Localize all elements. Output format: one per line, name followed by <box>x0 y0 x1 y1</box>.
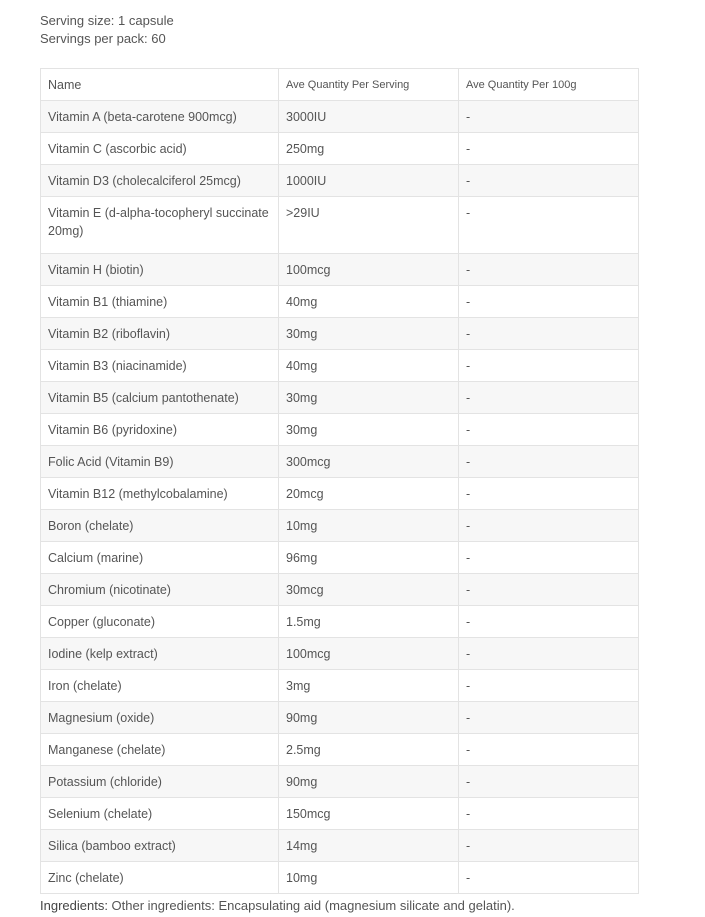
per-serving-cell: 90mg <box>279 702 459 734</box>
servings-per-pack: Servings per pack: 60 <box>40 31 166 46</box>
table-row <box>41 862 639 894</box>
table-row <box>41 350 639 382</box>
nutrient-name-cell: Vitamin C (ascorbic acid) <box>41 133 279 165</box>
nutrient-name-cell: Vitamin B6 (pyridoxine) <box>41 414 279 446</box>
table-row <box>41 766 639 798</box>
serving-size: Serving size: 1 capsule <box>40 13 174 28</box>
per-100g-cell: - <box>459 350 639 382</box>
column-header-per-100g: Ave Quantity Per 100g <box>459 69 639 101</box>
table-row <box>41 542 639 574</box>
table-row <box>41 254 639 286</box>
column-header-per-serving: Ave Quantity Per Serving <box>279 69 459 101</box>
table-row <box>41 670 639 702</box>
per-serving-cell: >29IU <box>279 197 459 254</box>
per-100g-cell: - <box>459 101 639 133</box>
per-serving-cell: 96mg <box>279 542 459 574</box>
column-header-name: Name <box>41 69 279 101</box>
ingredients-label: Ingredients: <box>40 898 108 913</box>
nutrition-table-body <box>41 101 639 894</box>
nutrient-name-cell: Boron (chelate) <box>41 510 279 542</box>
table-row <box>41 606 639 638</box>
nutrient-name-cell: Vitamin B1 (thiamine) <box>41 286 279 318</box>
per-serving-cell: 10mg <box>279 862 459 894</box>
per-serving-cell: 100mcg <box>279 638 459 670</box>
per-serving-cell: 10mg <box>279 510 459 542</box>
per-100g-cell: - <box>459 478 639 510</box>
ingredients-text: Other ingredients: Encapsulating aid (magnesium silicate and gelatin). <box>107 898 515 913</box>
nutrient-name-cell: Manganese (chelate) <box>41 734 279 766</box>
per-100g-cell: - <box>459 414 639 446</box>
nutrient-name-cell: Calcium (marine) <box>41 542 279 574</box>
per-100g-cell: - <box>459 830 639 862</box>
serving-info <box>40 12 174 48</box>
ingredients-line <box>40 898 515 913</box>
per-serving-cell: 20mcg <box>279 478 459 510</box>
table-row <box>41 446 639 478</box>
per-100g-cell: - <box>459 446 639 478</box>
per-serving-cell: 3000IU <box>279 101 459 133</box>
per-serving-cell: 40mg <box>279 286 459 318</box>
per-100g-cell: - <box>459 734 639 766</box>
per-100g-cell: - <box>459 702 639 734</box>
table-row <box>41 286 639 318</box>
per-serving-cell: 30mg <box>279 382 459 414</box>
table-row <box>41 574 639 606</box>
nutrient-name-cell: Vitamin B2 (riboflavin) <box>41 318 279 350</box>
per-100g-cell: - <box>459 197 639 254</box>
per-100g-cell: - <box>459 542 639 574</box>
nutrient-name-cell: Iron (chelate) <box>41 670 279 702</box>
per-serving-cell: 14mg <box>279 830 459 862</box>
per-100g-cell: - <box>459 165 639 197</box>
table-row <box>41 165 639 197</box>
table-row <box>41 133 639 165</box>
per-serving-cell: 150mcg <box>279 798 459 830</box>
table-row <box>41 197 639 254</box>
per-100g-cell: - <box>459 862 639 894</box>
header-row <box>41 69 639 101</box>
table-row <box>41 382 639 414</box>
per-100g-cell: - <box>459 574 639 606</box>
per-100g-cell: - <box>459 254 639 286</box>
per-100g-cell: - <box>459 318 639 350</box>
table-row <box>41 478 639 510</box>
table-row <box>41 702 639 734</box>
per-serving-cell: 30mcg <box>279 574 459 606</box>
per-serving-cell: 90mg <box>279 766 459 798</box>
per-serving-cell: 1.5mg <box>279 606 459 638</box>
per-serving-cell: 250mg <box>279 133 459 165</box>
table-row <box>41 798 639 830</box>
per-serving-cell: 1000IU <box>279 165 459 197</box>
nutrient-name-cell: Zinc (chelate) <box>41 862 279 894</box>
per-serving-cell: 40mg <box>279 350 459 382</box>
nutrient-name-cell: Silica (bamboo extract) <box>41 830 279 862</box>
per-100g-cell: - <box>459 638 639 670</box>
nutrient-name-cell: Iodine (kelp extract) <box>41 638 279 670</box>
per-100g-cell: - <box>459 766 639 798</box>
nutrient-name-cell: Vitamin B5 (calcium pantothenate) <box>41 382 279 414</box>
per-serving-cell: 2.5mg <box>279 734 459 766</box>
nutrition-table-header <box>41 69 639 101</box>
per-100g-cell: - <box>459 510 639 542</box>
table-row <box>41 638 639 670</box>
per-100g-cell: - <box>459 133 639 165</box>
nutrient-name-cell: Vitamin E (d-alpha-tocopheryl succinate 20mg) <box>41 197 279 254</box>
nutrition-table <box>40 68 639 894</box>
per-100g-cell: - <box>459 670 639 702</box>
per-serving-cell: 300mcg <box>279 446 459 478</box>
table-row <box>41 734 639 766</box>
table-row <box>41 318 639 350</box>
table-row <box>41 510 639 542</box>
per-serving-cell: 30mg <box>279 318 459 350</box>
table-row <box>41 414 639 446</box>
nutrient-name-cell: Vitamin H (biotin) <box>41 254 279 286</box>
table-row <box>41 830 639 862</box>
nutrient-name-cell: Folic Acid (Vitamin B9) <box>41 446 279 478</box>
per-100g-cell: - <box>459 798 639 830</box>
nutrient-name-cell: Potassium (chloride) <box>41 766 279 798</box>
per-serving-cell: 30mg <box>279 414 459 446</box>
nutrient-name-cell: Selenium (chelate) <box>41 798 279 830</box>
per-serving-cell: 3mg <box>279 670 459 702</box>
nutrient-name-cell: Vitamin D3 (cholecalciferol 25mcg) <box>41 165 279 197</box>
per-100g-cell: - <box>459 382 639 414</box>
nutrient-name-cell: Vitamin B12 (methylcobalamine) <box>41 478 279 510</box>
nutrient-name-cell: Copper (gluconate) <box>41 606 279 638</box>
nutrient-name-cell: Magnesium (oxide) <box>41 702 279 734</box>
per-serving-cell: 100mcg <box>279 254 459 286</box>
per-100g-cell: - <box>459 606 639 638</box>
nutrient-name-cell: Vitamin B3 (niacinamide) <box>41 350 279 382</box>
nutrient-name-cell: Vitamin A (beta-carotene 900mcg) <box>41 101 279 133</box>
nutrient-name-cell: Chromium (nicotinate) <box>41 574 279 606</box>
table-row <box>41 101 639 133</box>
per-100g-cell: - <box>459 286 639 318</box>
